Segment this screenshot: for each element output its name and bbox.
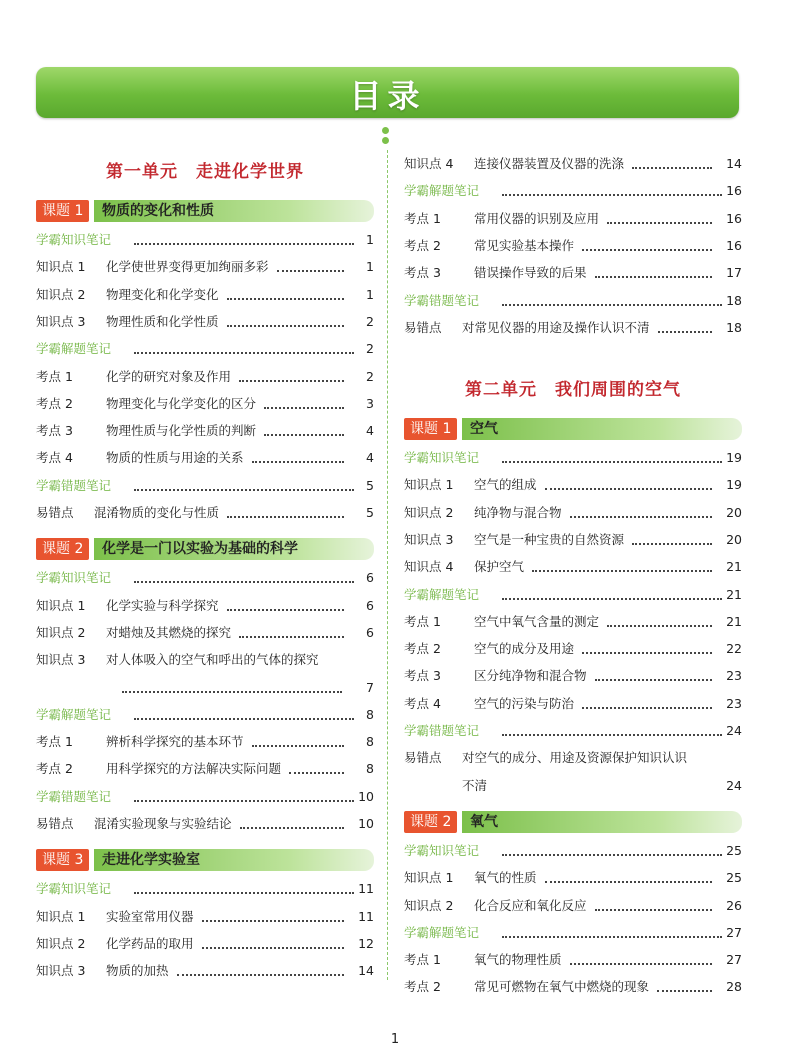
item-title: 对常见仪器的用途及操作认识不清: [462, 319, 650, 335]
page-number-cell: 8: [366, 734, 374, 750]
dot-leader: [658, 331, 713, 333]
lesson-header[interactable]: [36, 200, 374, 222]
page-number-cell: 17: [726, 265, 742, 281]
toc-section-row[interactable]: [404, 717, 742, 744]
page-number: 1: [390, 1032, 400, 1047]
toc-item-row[interactable]: [404, 946, 742, 973]
dot-leader: [545, 881, 713, 883]
item-title: 连接仪器装置及仪器的洗涤: [474, 156, 625, 171]
item-title: 化学使世界变得更加绚丽多彩: [106, 259, 269, 275]
dot-leader: [570, 516, 713, 518]
item-label: 知识点 4: [404, 559, 454, 575]
item-label: 考点 2: [404, 641, 441, 657]
dot-leader: [502, 304, 722, 306]
item-title: 纯净物与混合物: [474, 504, 562, 520]
lesson-name: 空气: [462, 418, 742, 440]
dot-leader: [122, 691, 342, 693]
toc-item-row[interactable]: [404, 553, 742, 580]
item-title: 空气的组成: [474, 477, 537, 493]
dot-leader: [134, 489, 354, 491]
dot-leader: [134, 581, 354, 583]
toc-section-row[interactable]: [36, 472, 374, 499]
dot-leader: [607, 222, 712, 224]
decorative-dots: [382, 127, 390, 147]
dot-leader: [239, 636, 344, 638]
dot-leader: [595, 909, 713, 911]
page-number-cell: 1: [366, 232, 374, 247]
toc-item-row[interactable]: [404, 662, 742, 689]
lesson-tag: 课题 1: [36, 200, 89, 222]
page-number-cell: 6: [366, 570, 374, 586]
item-label: 知识点 2: [36, 624, 86, 640]
item-label: 知识点 3: [36, 313, 86, 329]
page-number-cell: 25: [726, 842, 742, 858]
page-number-cell: 16: [726, 237, 742, 253]
section-label: 学霸错题笔记: [36, 788, 112, 804]
item-label: 知识点 3: [404, 531, 454, 547]
section-label: 学霸知识笔记: [36, 570, 112, 586]
toc-item-row[interactable]: [404, 973, 742, 1000]
toc-item-row[interactable]: [404, 690, 742, 717]
lesson-header[interactable]: [404, 811, 742, 833]
page-number-cell: 10: [358, 816, 374, 831]
page-number-cell: 20: [726, 531, 742, 547]
dot-leader: [134, 718, 354, 720]
toc-item-continuation: [36, 674, 374, 701]
item-title-continued: 不清: [462, 777, 488, 793]
dot-leader: [582, 652, 712, 654]
item-label: 易错点: [36, 505, 74, 520]
dot-leader: [607, 625, 712, 627]
section-label: 学霸知识笔记: [36, 232, 112, 247]
title-banner: [36, 67, 739, 118]
toc-item-row[interactable]: [36, 417, 374, 444]
column-divider: [387, 150, 388, 980]
item-label: 知识点 1: [404, 477, 454, 493]
item-title: 实验室常用仪器: [106, 908, 194, 924]
toc-item-row[interactable]: [36, 755, 374, 782]
item-title: 物理性质与化学性质的判断: [106, 423, 257, 439]
toc-item-row[interactable]: [404, 608, 742, 635]
toc-item-row[interactable]: [404, 744, 742, 771]
item-label: 易错点: [36, 816, 74, 831]
page-number-cell: 16: [726, 210, 742, 226]
item-label: 易错点: [404, 750, 442, 766]
lesson-tag: 课题 2: [404, 811, 457, 833]
toc-item-row[interactable]: [36, 930, 374, 957]
item-label: 考点 1: [404, 952, 441, 968]
page-number-cell: 8: [366, 706, 374, 722]
item-title: 物质的加热: [106, 963, 169, 979]
item-label: 知识点 3: [36, 963, 86, 979]
toc-item-row[interactable]: [36, 281, 374, 308]
page-number-cell: 19: [726, 477, 742, 493]
dot-leader: [289, 772, 344, 774]
item-label: 知识点 1: [36, 597, 86, 613]
dot-leader: [252, 745, 345, 747]
dot-leader: [632, 167, 712, 169]
item-title: 错误操作导致的后果: [474, 265, 587, 281]
toc-section-row[interactable]: [36, 226, 374, 253]
page-number-cell: 24: [726, 777, 742, 793]
item-label: 考点 2: [36, 395, 73, 411]
item-title: 对空气的成分、用途及资源保护知识认识: [462, 750, 688, 766]
toc-item-row[interactable]: [36, 903, 374, 930]
toc-item-row[interactable]: [404, 150, 742, 177]
lesson-tag: 课题 1: [404, 418, 457, 440]
item-label: 知识点 2: [404, 504, 454, 520]
dot-leader: [134, 352, 354, 354]
page-number-cell: 5: [366, 477, 374, 493]
section-label: 学霸解题笔记: [404, 924, 480, 940]
item-title: 区分纯净物和混合物: [474, 668, 587, 684]
toc-item-row[interactable]: [36, 810, 374, 837]
item-label: 考点 1: [404, 210, 441, 226]
dot-leader: [502, 598, 722, 600]
toc-item-continuation: [404, 772, 742, 799]
toc-section-row[interactable]: [36, 701, 374, 728]
dot-leader: [264, 407, 344, 409]
section-label: 学霸知识笔记: [36, 881, 112, 897]
item-title: 化学实验与科学探究: [106, 597, 219, 613]
item-label: 知识点 3: [36, 652, 86, 668]
dot-leader: [239, 380, 344, 382]
toc-section-row[interactable]: [404, 177, 742, 204]
page-number-cell: 1: [366, 259, 374, 275]
item-label: 考点 4: [36, 450, 73, 466]
dot-leader: [657, 990, 712, 992]
section-label: 学霸错题笔记: [36, 477, 112, 493]
section-label: 学霸知识笔记: [404, 450, 480, 465]
page-number-cell: 23: [726, 695, 742, 711]
item-label: 知识点 1: [36, 908, 86, 924]
toc-item-row[interactable]: [404, 635, 742, 662]
toc-section-row[interactable]: [404, 444, 742, 471]
toc-item-row[interactable]: [404, 892, 742, 919]
page-number-cell: 8: [366, 761, 374, 777]
page-number-cell: 2: [366, 341, 374, 357]
page-number-cell: 16: [726, 183, 742, 199]
item-label: 考点 3: [404, 668, 441, 684]
item-title: 化合反应和氧化反应: [474, 897, 587, 913]
dot-leader: [227, 298, 345, 300]
page-number-cell: 22: [726, 641, 742, 657]
item-label: 知识点 2: [36, 286, 86, 302]
page-number-cell: 2: [366, 368, 374, 384]
toc-item-row[interactable]: [404, 864, 742, 891]
page-number-cell: 23: [726, 668, 742, 684]
toc-item-row[interactable]: [36, 363, 374, 390]
toc-item-row[interactable]: [404, 526, 742, 553]
item-title: 物理变化与化学变化的区分: [106, 395, 257, 411]
item-title: 空气的成分及用途: [474, 641, 575, 657]
lesson-name: 物质的变化和性质: [94, 200, 374, 222]
dot-leader: [582, 249, 712, 251]
item-title: 物理性质和化学性质: [106, 313, 219, 329]
item-label: 考点 3: [36, 423, 73, 439]
page-number-cell: 21: [726, 613, 742, 629]
toc-item-row[interactable]: [404, 314, 742, 341]
page-number-cell: 2: [366, 313, 374, 329]
item-label: 知识点 1: [404, 870, 454, 886]
item-label: 考点 2: [404, 237, 441, 253]
dot-leader: [264, 434, 344, 436]
unit-title: 第一单元 走进化学世界: [106, 162, 304, 182]
page-number-cell: 25: [726, 870, 742, 886]
toc-section-row[interactable]: [36, 564, 374, 591]
item-label: 知识点 4: [404, 156, 454, 171]
page-number-cell: 6: [366, 624, 374, 640]
page-number-cell: 7: [366, 679, 374, 695]
item-label: 知识点 1: [36, 259, 86, 275]
toc-item-row[interactable]: [36, 957, 374, 984]
page-number-cell: 24: [726, 723, 742, 738]
dot-leader: [595, 679, 713, 681]
page-number-cell: 5: [366, 505, 374, 520]
dot-leader: [502, 936, 722, 938]
page-number-cell: 28: [726, 979, 742, 995]
toc-item-row[interactable]: [36, 728, 374, 755]
toc-section-row[interactable]: [36, 335, 374, 362]
toc-section-row[interactable]: [36, 783, 374, 810]
item-title: 常见实验基本操作: [474, 237, 575, 253]
item-title: 物理变化和化学变化: [106, 286, 219, 302]
item-title: 保护空气: [474, 559, 525, 575]
section-label: 学霸错题笔记: [404, 292, 480, 308]
dot-leader: [545, 488, 713, 490]
toc-item-row[interactable]: [36, 390, 374, 417]
page-number-cell: 19: [726, 450, 742, 465]
item-title: 化学的研究对象及作用: [106, 368, 232, 384]
page-number-cell: 20: [726, 504, 742, 520]
unit-title: 第二单元 我们周围的空气: [465, 380, 681, 400]
page-number-cell: 3: [366, 395, 374, 411]
item-title: 对蜡烛及其燃烧的探究: [106, 624, 232, 640]
lesson-name: 化学是一门以实验为基础的科学: [94, 538, 374, 560]
section-label: 学霸错题笔记: [404, 723, 480, 738]
toc-section-row[interactable]: [404, 287, 742, 314]
lesson-header[interactable]: [404, 418, 742, 440]
toc-item-row[interactable]: [36, 646, 374, 673]
section-label: 学霸解题笔记: [404, 586, 480, 602]
toc-section-row[interactable]: [404, 837, 742, 864]
toc-item-row[interactable]: [36, 619, 374, 646]
item-title: 用科学探究的方法解决实际问题: [106, 761, 282, 777]
page-number-cell: 4: [366, 450, 374, 466]
section-label: 学霸解题笔记: [36, 341, 112, 357]
toc-item-row[interactable]: [36, 308, 374, 335]
item-title: 空气中氧气含量的测定: [474, 613, 600, 629]
dot-leader: [532, 570, 712, 572]
dot-leader: [570, 963, 713, 965]
item-title: 物质的性质与用途的关系: [106, 450, 244, 466]
item-title: 化学药品的取用: [106, 935, 194, 951]
dot-leader: [227, 516, 344, 518]
item-label: 考点 1: [36, 734, 73, 750]
page-number-cell: 1: [366, 286, 374, 302]
page-number-cell: 27: [726, 924, 742, 940]
lesson-header[interactable]: [36, 538, 374, 560]
item-title: 对人体吸入的空气和呼出的气体的探究: [106, 652, 319, 668]
dot-leader: [277, 270, 345, 272]
item-title: 空气是一种宝贵的自然资源: [474, 531, 625, 547]
item-title: 氧气的性质: [474, 870, 537, 886]
item-label: 考点 2: [404, 979, 441, 995]
page-number-cell: 27: [726, 952, 742, 968]
item-title: 混淆实验现象与实验结论: [94, 816, 232, 831]
item-label: 考点 2: [36, 761, 73, 777]
item-label: 知识点 2: [404, 897, 454, 913]
page-number-cell: 14: [358, 963, 374, 979]
lesson-tag: 课题 3: [36, 849, 89, 871]
page-number-cell: 26: [726, 897, 742, 913]
toc-section-row[interactable]: [36, 875, 374, 902]
toc-item-row[interactable]: [36, 253, 374, 280]
item-title: 常见可燃物在氧气中燃烧的现象: [474, 979, 650, 995]
toc-item-row[interactable]: [404, 205, 742, 232]
item-title: 常用仪器的识别及应用: [474, 210, 600, 226]
page-number-cell: 11: [358, 908, 374, 924]
page-number-cell: 12: [358, 935, 374, 951]
dot-leader: [632, 543, 712, 545]
toc-item-row[interactable]: [404, 232, 742, 259]
dot-leader: [227, 609, 345, 611]
section-label: 学霸解题笔记: [36, 706, 112, 722]
page-number-cell: 10: [358, 788, 374, 804]
item-title: 空气的污染与防治: [474, 695, 575, 711]
dot-leader: [202, 947, 345, 949]
page-number-cell: 21: [726, 586, 742, 602]
lesson-name: 走进化学实验室: [94, 849, 374, 871]
section-label: 学霸解题笔记: [404, 183, 480, 199]
item-label: 考点 1: [404, 613, 441, 629]
toc-item-row[interactable]: [36, 499, 374, 526]
toc-item-row[interactable]: [36, 444, 374, 471]
dot-leader: [252, 461, 345, 463]
dot-leader: [134, 892, 354, 894]
dot-leader: [582, 707, 712, 709]
dot-leader: [134, 800, 354, 802]
dot-leader: [227, 325, 345, 327]
item-label: 易错点: [404, 319, 442, 335]
toc-item-row[interactable]: [36, 592, 374, 619]
item-label: 考点 1: [36, 368, 73, 384]
item-title: 氧气的物理性质: [474, 952, 562, 968]
toc-item-row[interactable]: [404, 259, 742, 286]
page-number-cell: 11: [358, 881, 374, 897]
toc-item-row[interactable]: [404, 471, 742, 498]
toc-section-row[interactable]: [404, 919, 742, 946]
page-number-cell: 18: [726, 319, 742, 335]
item-label: 考点 3: [404, 265, 441, 281]
item-label: 考点 4: [404, 695, 441, 711]
lesson-tag: 课题 2: [36, 538, 89, 560]
dot-leader: [502, 734, 722, 736]
item-label: 知识点 2: [36, 935, 86, 951]
item-title: 混淆物质的变化与性质: [94, 505, 220, 520]
page-number-cell: 4: [366, 423, 374, 439]
page-number-cell: 14: [726, 156, 742, 171]
dot-leader: [595, 276, 713, 278]
dot-leader: [502, 194, 722, 196]
item-title: 辨析科学探究的基本环节: [106, 734, 244, 750]
dot-leader: [177, 974, 345, 976]
section-label: 学霸知识笔记: [404, 842, 480, 858]
dot-leader: [202, 920, 345, 922]
lesson-header[interactable]: [36, 849, 374, 871]
dot-leader: [240, 827, 345, 829]
dot-leader: [502, 461, 722, 463]
toc-item-row[interactable]: [404, 499, 742, 526]
page-number-cell: 18: [726, 292, 742, 308]
dot-leader: [134, 243, 354, 245]
dot-leader: [502, 854, 722, 856]
page-number-cell: 6: [366, 597, 374, 613]
lesson-name: 氧气: [462, 811, 742, 833]
page-title: 目录: [349, 77, 426, 115]
page-number-cell: 21: [726, 559, 742, 575]
toc-section-row[interactable]: [404, 581, 742, 608]
